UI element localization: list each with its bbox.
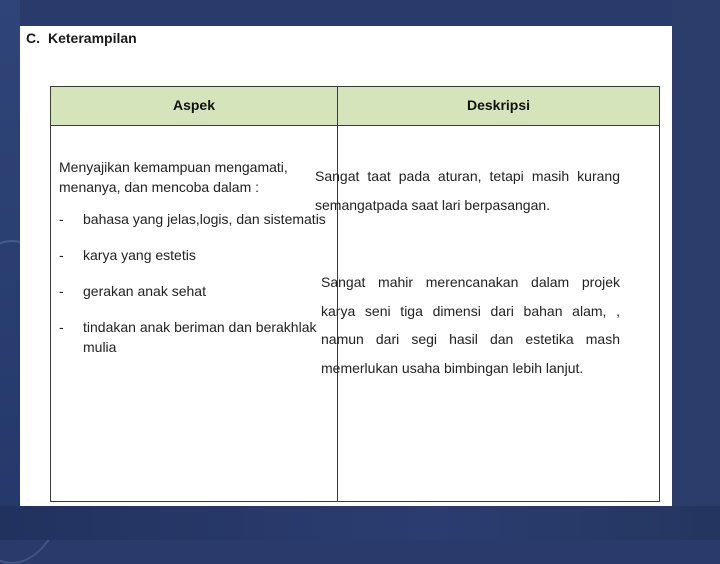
aspek-cell <box>59 157 331 373</box>
list-marker: - <box>59 319 64 335</box>
table-header-row <box>51 87 659 126</box>
list-item-text: gerakan anak sehat <box>83 283 206 299</box>
document-page <box>20 26 672 506</box>
deskripsi-cell <box>315 162 620 376</box>
aspek-list-item <box>59 317 331 357</box>
list-marker: - <box>59 283 64 299</box>
header-deskripsi: Deskripsi <box>466 97 531 113</box>
list-item-text: bahasa yang jelas,logis, dan sistematis <box>83 211 326 227</box>
aspek-intro: Menyajikan kemampuan mengamati, menanya, dan mencoba dalam : <box>59 159 288 195</box>
section-heading <box>26 30 137 46</box>
background-right-band <box>672 0 720 540</box>
aspek-list-item <box>59 245 331 265</box>
list-marker: - <box>59 211 64 227</box>
deskripsi-paragraph-1: Sangat taat pada aturan, tetapi masih kurang semangatpada saat lari berpasangan. <box>315 168 620 213</box>
section-number: C. <box>26 30 40 46</box>
aspek-list-item <box>59 281 331 301</box>
section-title: Keterampilan <box>48 30 137 46</box>
aspek-list-item <box>59 209 331 229</box>
background-bottom-band <box>0 506 720 540</box>
list-item-text: karya yang estetis <box>83 247 196 263</box>
list-item-text: tindakan anak beriman dan berakhlak mulia <box>83 319 317 355</box>
header-aspek: Aspek <box>172 97 216 113</box>
list-marker: - <box>59 247 64 263</box>
deskripsi-paragraph-2: Sangat mahir merencanakan dalam projek karya seni tiga dimensi dari bahan alam, , namun dari segi hasil dan estetika mash memerlukan usaha bimbingan lebih lanjut. <box>321 274 620 376</box>
